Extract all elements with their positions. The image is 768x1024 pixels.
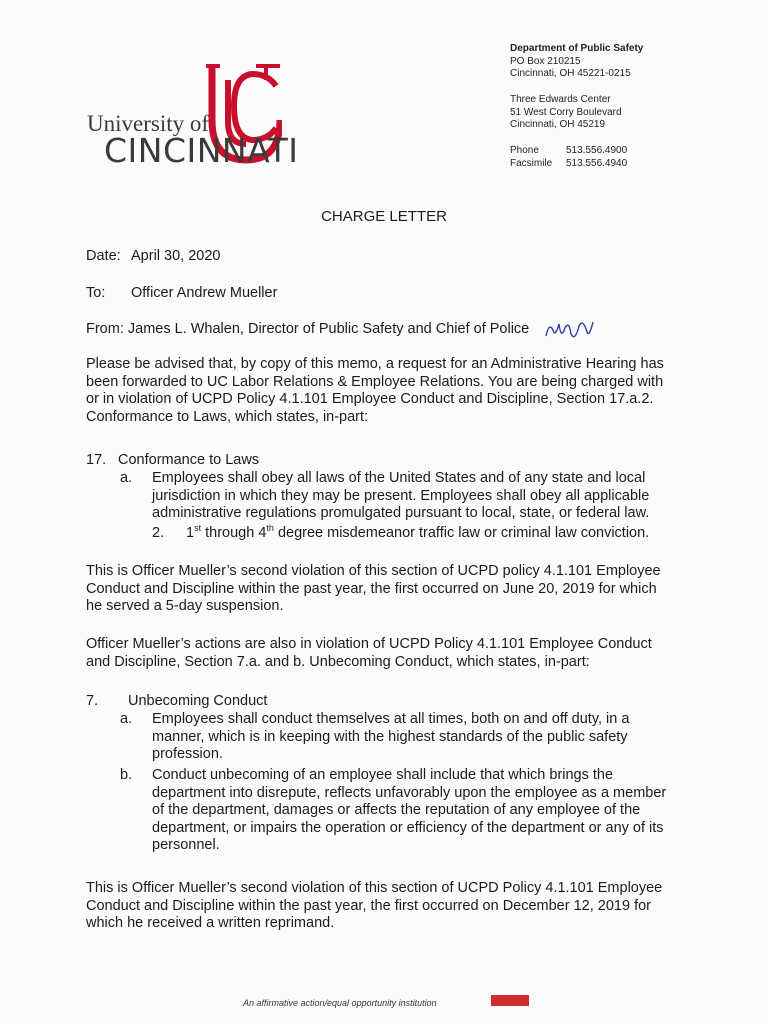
from-label: From: [86,321,124,337]
intro-line: or in violation of UCPD Policy 4.1.101 Employee Conduct and Discipline, Section 17.a.2. [86,391,654,408]
paragraph-line: and Discipline, Section 7.a. and b. Unbecoming Conduct, which states, in-part: [86,653,590,670]
letter-title: CHARGE LETTER [321,208,447,225]
violation-paragraph-1 [86,563,726,616]
clause-line: department, or impairs the operation or efficiency of the department or any of its [152,819,664,836]
phone-label: Phone [510,145,539,156]
section-7-b-text [152,767,666,855]
section-7-a-text [152,711,629,764]
po-box: PO Box 210215 [510,55,581,67]
clause-line: of the department, damages or affects the reputation of any employee of the [152,802,641,819]
section-7-heading: Unbecoming Conduct [128,693,268,709]
footer-statement: An affirmative action/equal opportunity institution [243,998,437,1008]
to-label: To: [86,285,106,301]
date-line [86,248,220,266]
section-17-sub2-label: 2. [152,525,165,541]
to-value: Officer Andrew Mueller [131,285,278,301]
paragraph-line: Officer Mueller’s actions are also in violation of UCPD Policy 4.1.101 Employee Conduct [86,636,652,652]
fax-line [510,158,730,171]
clause-line: personnel. [152,837,220,854]
contact-block [510,145,730,170]
section-7-a-label: a. [120,711,133,727]
ordinal-suffix: st [194,523,202,534]
paragraph-line: Conduct and Discipline within the past year, the first occurred on June 20, 2019 for which [86,580,657,597]
footer-red-bar [491,995,529,1006]
intro-line: been forwarded to UC Labor Relations & Employee Relations. You are being charged with [86,373,664,390]
paragraph-line: This is Officer Mueller’s second violation of this section of UCPD policy 4.1.101 Employee [86,563,661,579]
fax-label: Facsimile [510,157,553,169]
clause-line: profession. [152,746,223,763]
section-17-a-label: a. [120,470,133,486]
address-block-street [510,94,730,132]
paragraph-line: This is Officer Mueller’s second violation of this section of UCPD Policy 4.1.101 Employee [86,880,663,896]
section-17-sub2-text [186,525,649,543]
section-7-number: 7. [86,693,99,709]
to-line [86,285,277,303]
clause-line: Conduct unbecoming of an employee shall include that which brings the [152,767,614,783]
ordinal-suffix: th [266,523,274,534]
address-block-mailing [510,43,730,81]
violation-paragraph-2 [86,880,726,933]
building-name: Three Edwards Center [510,94,611,105]
intro-line: Please be advised that, by copy of this memo, a request for an Administrative Hearing has [86,356,664,372]
intro-line: Conformance to Laws, which states, in-part: [86,408,369,425]
clause-rest: degree misdemeanor traffic law or criminal law conviction. [273,525,650,541]
mailing-city: Cincinnati, OH 45221-0215 [510,68,631,79]
clause-line: Employees shall conduct themselves at all times, both on and off duty, in a [152,711,630,727]
date-label: Date: [86,248,121,264]
logo-university-of: University of [87,111,210,136]
ordinal-1: 1 [186,525,195,541]
paragraph-line: he served a 5-day suspension. [86,598,284,615]
logo-cincinnati: CINCINNATI [104,131,299,170]
additional-violation-paragraph [86,636,726,671]
ordinal-through: through 4 [201,525,267,541]
section-7-b-label: b. [120,767,133,783]
clause-line: department into disrepute, reflects unfavorably upon the employee as a member [152,784,667,801]
date-value: April 30, 2020 [131,248,221,264]
clause-line: manner, which is in keeping with the highest standards of the public safety [152,728,628,745]
clause-line: jurisdiction in which they may be present. Employees shall obey all applicable [152,487,650,504]
intro-paragraph [86,356,726,426]
clause-line: administrative regulations promulgated pursuant to local, state, or federal law. [152,505,650,522]
street-address: 51 West Corry Boulevard [510,106,622,118]
phone-line [510,145,730,158]
street-city: Cincinnati, OH 45219 [510,119,606,130]
clause-line: Employees shall obey all laws of the United States and of any state and local [152,470,646,486]
fax-number: 513.556.4940 [566,157,628,169]
section-17-heading: Conformance to Laws [118,452,260,468]
from-value: James L. Whalen, Director of Public Safety and Chief of Police [127,321,530,337]
section-17-number: 17. [86,452,107,468]
paragraph-line: Conduct and Discipline within the past year, the first occurred on December 12, 2019 for [86,897,651,914]
handwritten-initials [543,316,595,344]
section-17-a-text [152,470,649,523]
phone-number: 513.556.4900 [566,145,628,156]
paragraph-line: which he received a written reprimand. [86,915,335,932]
from-line [86,321,529,339]
department-name: Department of Public Safety [510,43,644,54]
